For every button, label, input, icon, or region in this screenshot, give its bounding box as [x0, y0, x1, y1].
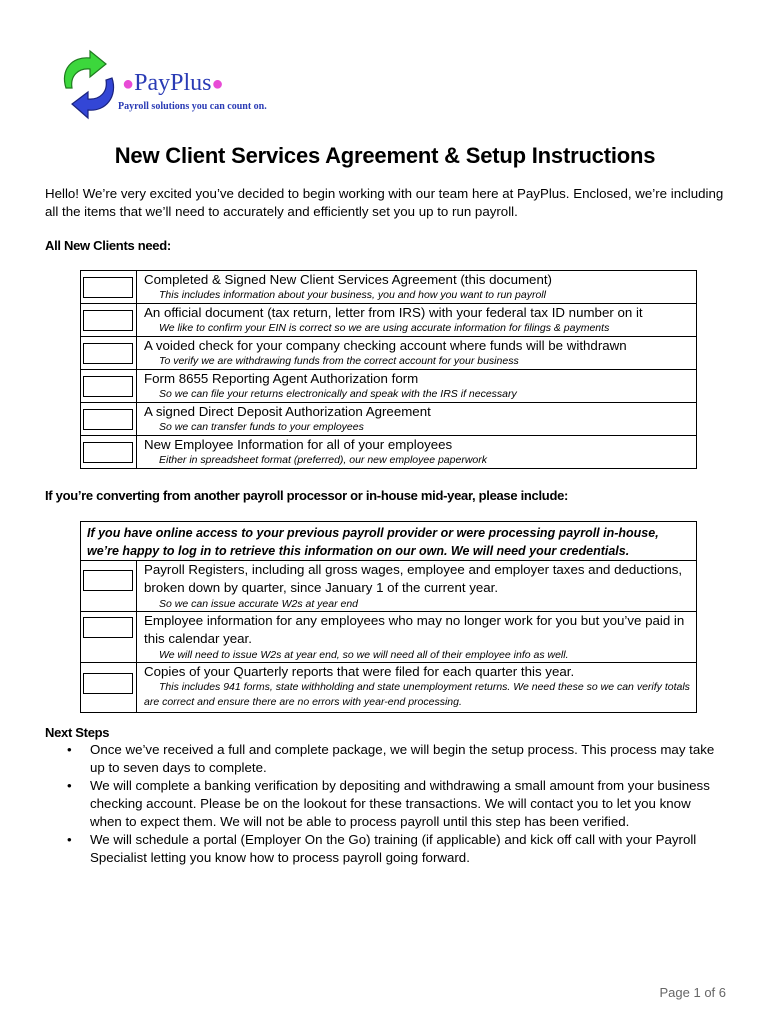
checklist-row — [81, 403, 697, 436]
brand-name — [122, 70, 224, 97]
credentials-note-row — [81, 522, 697, 561]
checklist-item-note: So we can file your returns electronically and speak with the IRS if necessary — [159, 388, 517, 400]
checklist-item-note: So we can issue accurate W2s at year end — [159, 598, 359, 610]
bullet-icon: • — [67, 778, 72, 793]
checklist-item-note: This includes information about your business, you and how you want to run payroll — [159, 289, 546, 301]
checklist-row — [81, 612, 697, 663]
checklist-item-note: So we can transfer funds to your employees — [159, 421, 364, 433]
checkbox[interactable] — [83, 310, 133, 331]
next-steps-section — [45, 725, 725, 867]
recycle-arrows-icon — [58, 48, 120, 124]
next-steps-heading: Next Steps — [45, 725, 110, 740]
checkbox[interactable] — [83, 673, 133, 694]
checklist-item-note: We will need to issue W2s at year end, so we will need all of their employee info as well. — [159, 649, 569, 661]
checklist-item-title: Completed & Signed New Client Services Agreement (this document) — [144, 272, 552, 287]
checklist-item-title: A signed Direct Deposit Authorization Agreement — [144, 404, 431, 419]
checkbox[interactable] — [83, 376, 133, 397]
checklist-item-title: Payroll Registers, including all gross wages, employee and employer taxes and deductions, broken down by quarter, since January 1 of the current year. — [144, 562, 683, 595]
pink-dot-icon: ● — [122, 73, 135, 95]
page-number: Page 1 of 6 — [659, 985, 726, 1000]
intro-paragraph: Hello! We’re very excited you’ve decided to begin working with our team here at PayPlus. Enclosed, we’re including all the items that we’ll need to accurately and efficiently set you up to run payroll. — [45, 186, 724, 219]
checklist-item-title: Employee information for any employees who may no longer work for you but you’ve paid in this calendar year. — [144, 613, 685, 646]
checklist-row — [81, 370, 697, 403]
next-steps-list — [45, 741, 725, 867]
credentials-note: If you have online access to your previous payroll provider or were processing payroll in-house, we’re happy to log in to retrieve this information on our own. We will need your credentials. — [81, 522, 697, 561]
checklist-item-title: Form 8655 Reporting Agent Authorization form — [144, 371, 419, 386]
checklist-item-title: A voided check for your company checking account where funds will be withdrawn — [144, 338, 627, 353]
checklist-item-title: An official document (tax return, letter from IRS) with your federal tax ID number on it — [144, 305, 643, 320]
converting-checklist — [80, 521, 697, 713]
checkbox[interactable] — [83, 277, 133, 298]
checklist-row — [81, 304, 697, 337]
checkbox[interactable] — [83, 570, 133, 591]
checklist-row — [81, 337, 697, 370]
list-item — [45, 831, 725, 867]
list-item — [45, 777, 725, 831]
checklist-item-note: To verify we are withdrawing funds from the correct account for your business — [159, 355, 519, 367]
brand-tagline: Payroll solutions you can count on. — [118, 101, 267, 112]
brand-text: PayPlus — [134, 70, 212, 96]
pink-dot-icon: ● — [211, 73, 224, 95]
checklist-item-note: Either in spreadsheet format (preferred), our new employee paperwork — [159, 454, 487, 466]
bullet-icon: • — [67, 742, 72, 757]
list-item-text: We will schedule a portal (Employer On the Go) training (if applicable) and kick off call with your Payroll Specialist letting you know how to process payroll going forward. — [90, 832, 697, 865]
checklist-row — [81, 561, 697, 612]
checklist-item-note: This includes 941 forms, state withholding and state unemployment returns. We need these so we can verify totals are correct and ensure there are no errors with year-end processing. — [144, 681, 690, 708]
payplus-logo — [58, 48, 288, 128]
checkbox[interactable] — [83, 409, 133, 430]
list-item-text: Once we’ve received a full and complete package, we will begin the setup process. This process may take up to seven days to complete. — [90, 742, 715, 775]
checkbox[interactable] — [83, 442, 133, 463]
list-item — [45, 741, 725, 777]
converting-heading: If you’re converting from another payroll processor or in-house mid-year, please include: — [45, 488, 569, 503]
new-clients-checklist — [80, 270, 697, 469]
checklist-row — [81, 663, 697, 713]
checklist-row — [81, 436, 697, 469]
bullet-icon: • — [67, 832, 72, 847]
checkbox[interactable] — [83, 617, 133, 638]
checklist-row — [81, 271, 697, 304]
checklist-item-note: We like to confirm your EIN is correct so we are using accurate information for filings & payments — [159, 322, 610, 334]
new-clients-heading: All New Clients need: — [45, 238, 171, 253]
page-title: New Client Services Agreement & Setup Instructions — [114, 143, 656, 168]
checklist-item-title: Copies of your Quarterly reports that were filed for each quarter this year. — [144, 664, 575, 679]
checklist-item-title: New Employee Information for all of your employees — [144, 437, 453, 452]
list-item-text: We will complete a banking verification by depositing and withdrawing a small amount from your business checking account. Please be on the lookout for these transactions. We will contact you to let you know when to expect them. We will not be able to process payroll until this step has been verified. — [90, 778, 710, 829]
checkbox[interactable] — [83, 343, 133, 364]
